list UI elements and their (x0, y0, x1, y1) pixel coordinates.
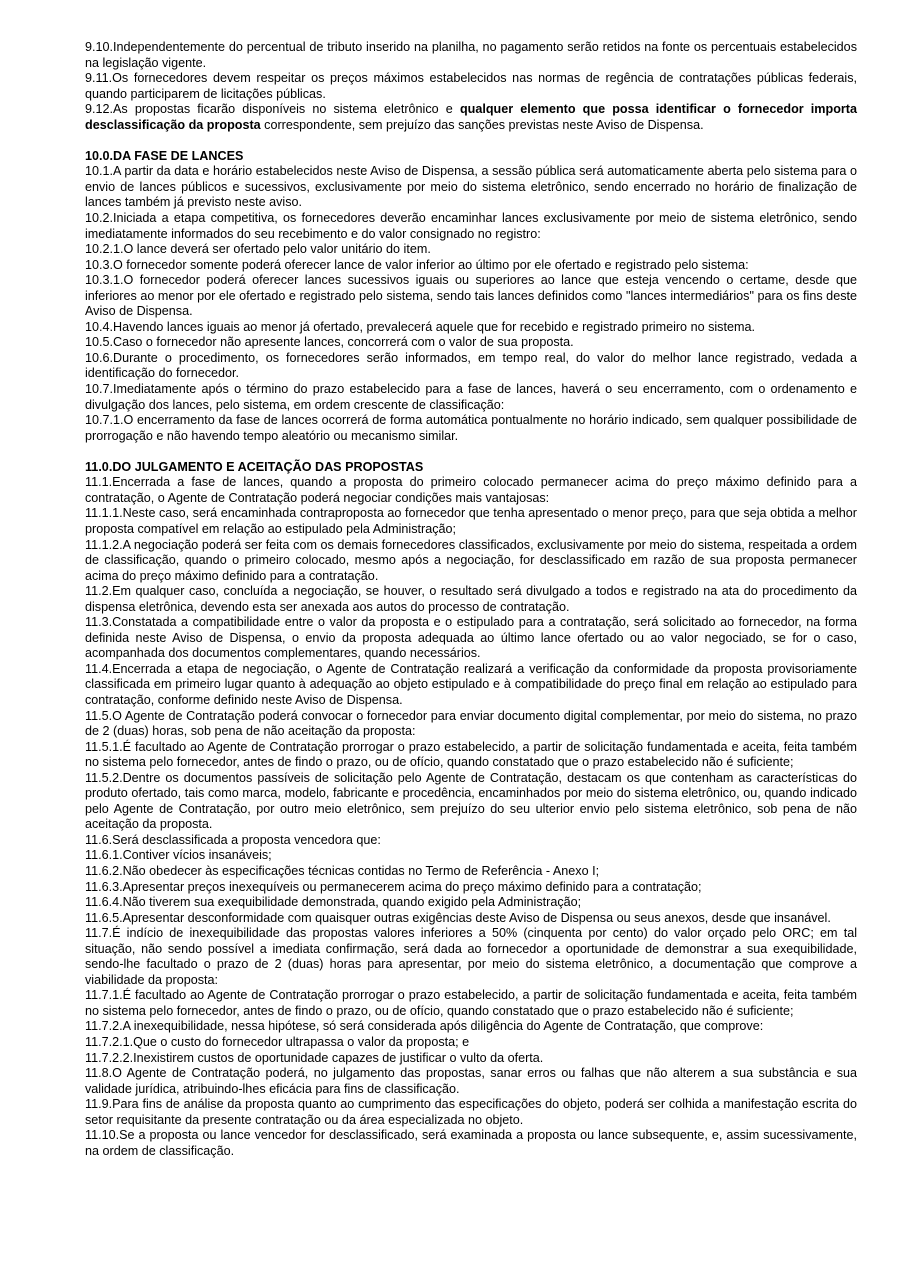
paragraph-10-3: 10.3.O fornecedor somente poderá oferecer lance de valor inferior ao último por ele ofertado e registrado pelo sistema: (85, 257, 749, 272)
section-spacer (85, 444, 857, 460)
section-heading-11: 11.0.DO JULGAMENTO E ACEITAÇÃO DAS PROPOSTAS (85, 459, 424, 474)
paragraph-11-3: 11.3.Constatada a compatibilidade entre o valor da proposta e o estipulado para a contratação, será solicitado ao fornecedor, na forma definida neste Aviso de Dispensa, o envio da proposta adequada ao último lance ofertado ou ao valor negociado, se for o caso, acompanhada dos documentos complementares, quando necessários. (85, 615, 857, 661)
paragraph-9-10: 9.10.Independentemente do percentual de tributo inserido na planilha, no pagamento serão retidos na fonte os percentuais estabelecidos na legislação vigente. (85, 40, 857, 70)
paragraph-11-7-1: 11.7.1.É facultado ao Agente de Contratação prorrogar o prazo estabelecido, a partir de solicitação fundamentada e aceita, feita também no sistema pelo fornecedor, antes de findo o prazo, ou de ofício, quando constatado que o prazo estabelecido não é suficiente; (85, 988, 857, 1018)
paragraph-11-8: 11.8.O Agente de Contratação poderá, no julgamento das propostas, sanar erros ou falhas que não alterem a sua substância e sua validade jurídica, atribuindo-lhes eficácia para fins de classificação. (85, 1066, 857, 1096)
paragraph-11-1: 11.1.Encerrada a fase de lances, quando a proposta do primeiro colocado permanecer acima do preço máximo definido para a contratação, o Agente de Contratação poderá negociar condições mais vantajosas: (85, 475, 857, 505)
paragraph-10-7: 10.7.Imediatamente após o término do prazo estabelecido para a fase de lances, haverá o seu encerramento, com o ordenamento e divulgação dos lances, pelo sistema, em ordem crescente de classificação: (85, 382, 857, 412)
paragraph-10-6: 10.6.Durante o procedimento, os fornecedores serão informados, em tempo real, do valor do melhor lance registrado, vedada a identificação do fornecedor. (85, 350, 857, 381)
paragraph-11-5-1: 11.5.1.É facultado ao Agente de Contratação prorrogar o prazo estabelecido, a partir de solicitação fundamentada e aceita, feita também no sistema pelo fornecedor, antes de findo o prazo, ou de ofício, quando constatado que o prazo estabelecido não é suficiente; (85, 739, 857, 770)
paragraph-10-2: 10.2.Iniciada a etapa competitiva, os fornecedores deverão encaminhar lances exclusivamente por meio de sistema eletrônico, sendo imediatamente informados do seu recebimento e do valor consignado no registro: (85, 211, 857, 241)
paragraph-11-2: 11.2.Em qualquer caso, concluída a negociação, se houver, o resultado será divulgado a todos e registrado na ata do procedimento da dispensa eletrônica, devendo esta ser anexada aos autos do processo de contratação. (85, 584, 857, 614)
section-heading-10: 10.0.DA FASE DE LANCES (85, 148, 244, 163)
paragraph-11-6-2: 11.6.2.Não obedecer às especificações técnicas contidas no Termo de Referência - Anexo I; (85, 863, 600, 878)
paragraph-11-9: 11.9.Para fins de análise da proposta quanto ao cumprimento das especificações do objeto, poderá ser colhida a manifestação escrita do setor requisitante da presente contratação ou da área especializada no objeto. (85, 1097, 857, 1127)
paragraph-11-7-2-1: 11.7.2.1.Que o custo do fornecedor ultrapassa o valor da proposta; e (85, 1035, 470, 1049)
paragraph-11-10: 11.10.Se a proposta ou lance vencedor for desclassificado, será examinada a proposta ou lance subsequente, e, assim sucessivamente, na ordem de classificação. (85, 1128, 857, 1158)
paragraph-11-4: 11.4.Encerrada a etapa de negociação, o Agente de Contratação realizará a verificação da conformidade da proposta provisoriamente classificada em primeiro lugar quanto à adequação ao objeto estipulado e à compatibilidade do preço final em relação ao estipulado para contratação, conforme definido neste Aviso de Dispensa. (85, 661, 857, 707)
paragraph-9-12-end: correspondente, sem prejuízo das sanções previstas neste Aviso de Dispensa. (260, 117, 704, 132)
paragraph-11-7-2-2: 11.7.2.2.Inexistirem custos de oportunidade capazes de justificar o vulto da oferta. (85, 1050, 544, 1065)
paragraph-10-2-1: 10.2.1.O lance deverá ser ofertado pelo valor unitário do item. (85, 242, 431, 257)
paragraph-10-4: 10.4.Havendo lances iguais ao menor já ofertado, prevalecerá aquele que for recebido e registrado primeiro no sistema. (85, 319, 755, 334)
paragraph-11-1-2: 11.1.2.A negociação poderá ser feita com os demais fornecedores classificados, exclusivamente por meio do sistema, respeitada a ordem de classificação, quando o primeiro colocado, mesmo após a negociação, for desclassificado em razão de sua proposta permanecer acima do preço máximo definido para a contratação. (85, 537, 857, 583)
paragraph-11-6-3: 11.6.3.Apresentar preços inexequíveis ou permanecerem acima do preço máximo definido para a contratação; (85, 879, 702, 894)
paragraph-11-7-2: 11.7.2.A inexequibilidade, nessa hipótese, só será considerada após diligência do Agente de Contratação, que comprove: (85, 1019, 764, 1034)
paragraph-10-5: 10.5.Caso o fornecedor não apresente lances, concorrerá com o valor de sua proposta. (85, 335, 574, 350)
paragraph-11-7: 11.7.É indício de inexequibilidade das propostas valores inferiores a 50% (cinquenta por cento) do valor orçado pelo ORC; em tal situação, não sendo possível a imediata confirmação, será dada ao fornecedor a oportunidade de demonstrar a sua exequibilidade, sendo-lhe facultado o prazo de 2 (duas) horas para apresentar, por meio do sistema eletrônico, a documentação que comprove a viabilidade da proposta: (85, 926, 857, 987)
paragraph-11-5-2: 11.5.2.Dentre os documentos passíveis de solicitação pelo Agente de Contratação, destacam os que contenham as características do produto ofertado, tais como marca, modelo, fabricante e procedência, encaminhados por meio do sistema eletrônico, ou, quando indicado pelo Agente de Contratação, por outro meio eletrônico, sem prejuízo do seu ulterior envio pelo sistema eletrônico, sob pena de não aceitação da proposta. (85, 770, 857, 832)
paragraph-9-12-start: 9.12.As propostas ficarão disponíveis no sistema eletrônico e (85, 102, 460, 117)
paragraph-10-7-1: 10.7.1.O encerramento da fase de lances ocorrerá de forma automática pontualmente no horário indicado, sem qualquer possibilidade de prorrogação e não havendo tempo aleatório ou mecanismo similar. (85, 413, 857, 443)
paragraph-9-12 (85, 102, 857, 133)
section-spacer (85, 133, 857, 149)
paragraph-10-1: 10.1.A partir da data e horário estabelecidos neste Aviso de Dispensa, a sessão pública será automaticamente aberta pelo sistema para o envio de lances públicos e sucessivos, exclusivamente por meio do sistema eletrônico, sendo encerrado no horário de finalização de lances também já previsto neste aviso. (85, 164, 857, 210)
paragraph-11-1-1: 11.1.1.Neste caso, será encaminhada contraproposta ao fornecedor que tenha apresentado o menor preço, para que seja obtida a melhor proposta compatível em relação ao estipulado pela Administração; (85, 506, 857, 536)
paragraph-9-11: 9.11.Os fornecedores devem respeitar os preços máximos estabelecidos nas normas de regência de contratações públicas federais, quando participarem de licitações públicas. (85, 71, 857, 101)
paragraph-11-6-5: 11.6.5.Apresentar desconformidade com quaisquer outras exigências deste Aviso de Dispensa ou seus anexos, desde que insanável. (85, 910, 831, 925)
paragraph-11-6: 11.6.Será desclassificada a proposta vencedora que: (85, 832, 381, 847)
paragraph-11-5: 11.5.O Agente de Contratação poderá convocar o fornecedor para enviar documento digital complementar, por meio do sistema, no prazo de 2 (duas) horas, sob pena de não aceitação da proposta: (85, 708, 857, 739)
paragraph-10-3-1: 10.3.1.O fornecedor poderá oferecer lances sucessivos iguais ou superiores ao lance que esteja vencendo o certame, desde que inferiores ao menor por ele ofertado e registrado pelo sistema, sendo tais lances definidos como "lances intermediários" para os fins deste Aviso de Dispensa. (85, 273, 857, 319)
paragraph-11-6-1: 11.6.1.Contiver vícios insanáveis; (85, 848, 272, 863)
paragraph-11-6-4: 11.6.4.Não tiverem sua exequibilidade demonstrada, quando exigido pela Administração; (85, 895, 582, 910)
paragraph-9-12-bold: qualquer elemento que possa identificar o fornecedor importa desclassificação da proposta (85, 102, 857, 132)
